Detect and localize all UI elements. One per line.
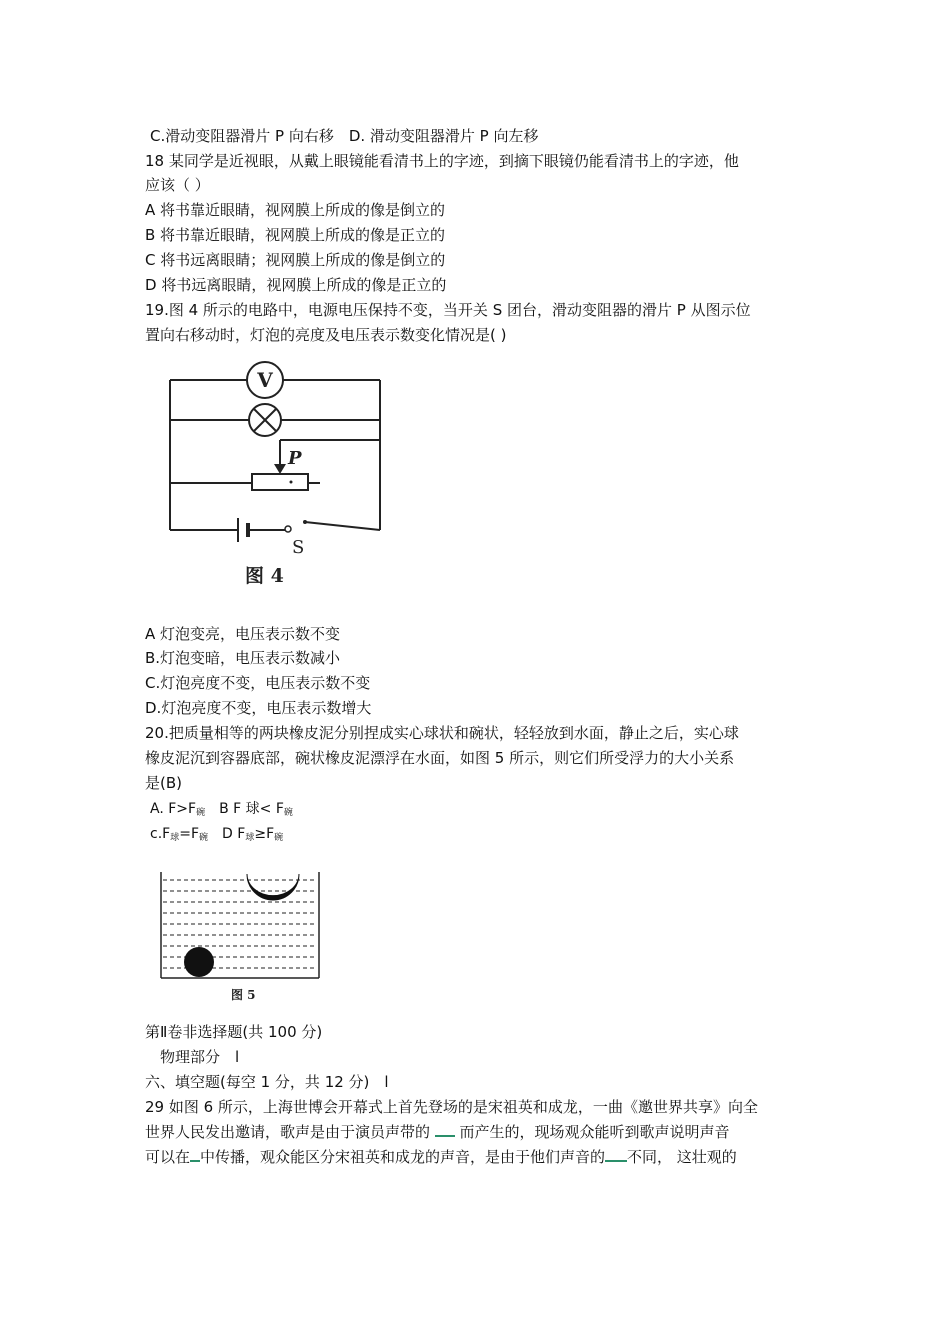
q20-options-cd	[150, 822, 820, 848]
figure-5-caption: 图 5	[231, 988, 256, 1002]
q20-option-c-mid: =F	[179, 826, 200, 842]
q19-option-d: D.灯泡亮度不变，电压表示数增大	[145, 699, 372, 717]
blank-2[interactable]	[190, 1146, 200, 1162]
q19-stem-line2: 置向右移动时，灯泡的亮度及电压表示数变化情况是( )	[145, 326, 507, 344]
q20-option-d-mid: ≥F	[254, 826, 275, 842]
q20-option-b: B F 球< F	[205, 801, 284, 817]
q17-options-cd: C.滑动变阻器滑片 P 向右移 D. 滑动变阻器滑片 P 向左移	[150, 127, 539, 145]
blank-1[interactable]	[435, 1121, 455, 1137]
q18-stem-line1: 18 某同学是近视眼，从戴上眼镜能看清书上的字迹，到摘下眼镜仍能看清书上的字迹，他	[145, 152, 739, 170]
q29-line2-part2: 而产生的，现场观众能听到歌声说明声音	[454, 1123, 730, 1141]
q20-option-d: D F	[208, 826, 246, 842]
q20-stem-line2: 橡皮泥沉到容器底部，碗状橡皮泥漂浮在水面，如图 5 所示，则它们所受浮力的大小关系	[145, 749, 735, 767]
figure-4-caption: 图 4	[245, 565, 284, 587]
q19-option-b: B.灯泡变暗，电压表示数减小	[145, 649, 341, 667]
lamp-icon	[249, 404, 281, 436]
q29-line3-part3: 不同， 这壮观的	[627, 1148, 737, 1166]
q18-option-c: C 将书远离眼睛；视网膜上所成的像是倒立的	[145, 251, 446, 269]
q18-stem-line2: 应该（ ）	[145, 176, 210, 194]
q20-option-a-sub: 碗	[196, 808, 206, 818]
q29-line2-part1: 世界人民发出邀请，歌声是由于演员声带的	[145, 1123, 435, 1141]
q20-option-b-sub: 碗	[283, 808, 293, 818]
q29-line3-part1: 可以在	[145, 1148, 191, 1166]
q20-stem-line3: 是(B)	[145, 774, 182, 792]
blank-3[interactable]	[605, 1146, 627, 1162]
ball-shape	[184, 947, 214, 977]
q20-options-ab	[150, 797, 820, 823]
q29-line1: 29 如图 6 所示，上海世博会开幕式上首先登场的是宋祖英和成龙，一曲《邀世界共享》向全	[145, 1098, 758, 1116]
section6-heading: 六、填空题(每空 1 分，共 12 分) l	[145, 1073, 389, 1091]
slider-arrow-icon	[274, 464, 286, 474]
q29-line3-part2: 中传播，观众能区分宋祖英和成龙的声音，是由于他们声音的	[200, 1148, 606, 1166]
q20-option-c-sub1: 球	[170, 833, 180, 843]
q20-option-c: c.F	[150, 826, 171, 842]
q20-option-a: A. F>F	[150, 801, 197, 817]
physics-section-heading: 物理部分 l	[160, 1048, 240, 1066]
q20-option-d-sub2: 碗	[274, 833, 284, 843]
q18-option-b: B 将书靠近眼睛，视网膜上所成的像是正立的	[145, 226, 446, 244]
q29-line3	[145, 1145, 815, 1169]
q20-option-d-sub1: 球	[245, 833, 255, 843]
part2-heading: 第Ⅱ卷非选择题(共 100 分)	[145, 1023, 323, 1041]
q29-line2	[145, 1120, 815, 1144]
bowl-shape	[247, 874, 299, 900]
q19-option-a: A 灯泡变亮，电压表示数不变	[145, 625, 341, 643]
q18-option-a: A 将书靠近眼睛，视网膜上所成的像是倒立的	[145, 201, 446, 219]
q19-option-c: C.灯泡亮度不变，电压表示数不变	[145, 674, 371, 692]
figure-5-container-diagram	[155, 862, 330, 1007]
switch-label: S	[292, 537, 305, 558]
battery-icon	[238, 518, 248, 542]
figure-4-circuit-diagram	[160, 350, 410, 590]
q19-stem-line1: 19.图 4 所示的电路中，电源电压保持不变，当开关 S 团台，滑动变阻器的滑片 P 从图示位	[145, 301, 751, 319]
switch-icon	[285, 520, 307, 532]
voltmeter-label: V	[257, 368, 273, 392]
q20-option-c-sub2: 碗	[199, 833, 209, 843]
q20-stem-line1: 20.把质量相等的两块橡皮泥分别捏成实心球状和碗状，轻轻放到水面，静止之后，实心球	[145, 724, 739, 742]
slider-label: P	[288, 448, 302, 469]
q18-option-d: D 将书远离眼睛，视网膜上所成的像是正立的	[145, 276, 447, 294]
